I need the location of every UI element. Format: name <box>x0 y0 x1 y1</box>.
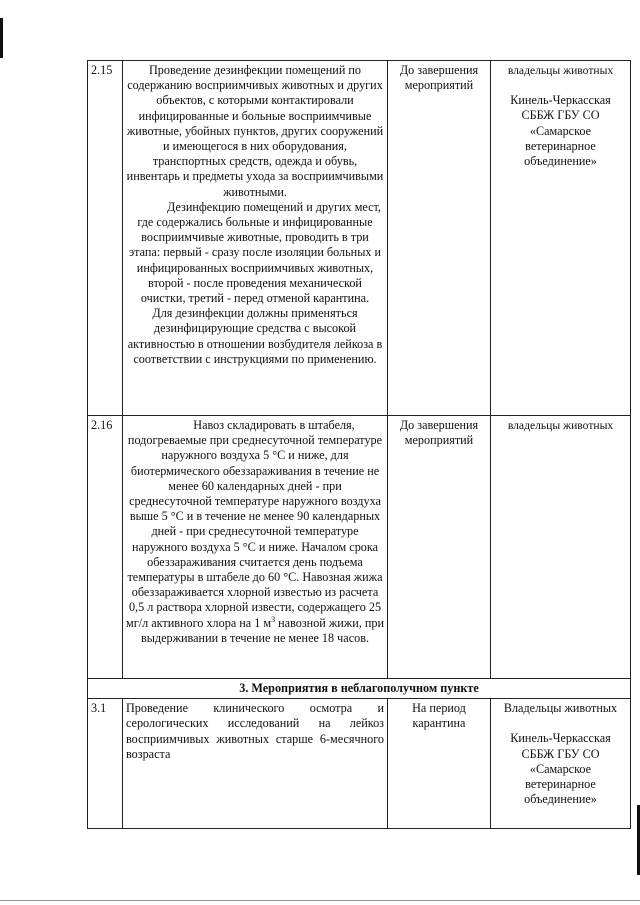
table-row <box>88 61 631 416</box>
activity-paragraph <box>126 418 384 646</box>
activity-cell <box>123 416 388 679</box>
term-cell: До завершения мероприятий <box>388 416 491 679</box>
row-number: 2.15 <box>88 61 123 416</box>
responsible-owners: Владельцы животных <box>503 701 618 716</box>
activity-cell <box>123 61 388 416</box>
responsible-cell <box>491 416 631 679</box>
section-row <box>88 679 631 699</box>
spacer <box>494 716 627 731</box>
activity-cell: Проведение клинического осмотра и серологических исследований на лейкоз восприимчивых животных старше 6-месячного возраста <box>123 699 388 829</box>
activity-text: Навоз складировать в штабеля, подогреваемые при среднесуточной температуре наружного воздуха 5 °С и ниже, для биотермического обеззараживания в течение не менее 60 календарных дней - при среднесуточной температуре наружного воздуха выше 5 °С и в течение не менее 90 календарных дней - при среднесуточной температуре наружного воздуха 5 °С и ниже. Началом срока обеззараживания считается день подъема температуры в штабеле до 60 °С. Навозная жижа обеззараживается хлорной известью из расчета 0,5 л раствора хлорной извести, содержащего 25 мг/л активного хлора на 1 м <box>126 418 383 630</box>
scan-mark-left <box>0 18 3 58</box>
row-number: 3.1 <box>88 699 123 829</box>
activity-paragraph: Для дезинфекции должны применяться дезинфицирующие средства с высокой активностью в отношении возбудителя лейкоза в соответствии с инструкциями по применению. <box>127 306 383 366</box>
activity-paragraph: Проведение дезинфекции помещений по содержанию восприимчивых животных и других объектов, с которыми контактировали инфицированные и больные восприимчивые животные, убойных пунктов, других сооружений и имеющегося в них оборудования, транспортных средств, одежда и обувь, инвентарь и предметы ухода за восприимчивыми животными. <box>126 63 384 199</box>
responsible-owners: владельцы животных <box>507 419 614 432</box>
responsible-station: Кинель-Черкасская СББЖ ГБУ СО «Самарское ветеринарное объединение» <box>510 731 611 807</box>
activity-text-end: навозной жижи, при выдерживании в течение не менее 18 часов. <box>140 615 384 645</box>
responsible-cell <box>491 61 631 416</box>
term-cell: На период карантина <box>388 699 491 829</box>
table-row <box>88 416 631 679</box>
spacer <box>494 78 627 93</box>
page-bottom-line <box>0 900 640 901</box>
section-title: 3. Мероприятия в неблагополучном пункте <box>88 679 631 699</box>
term-cell: До завершения мероприятий <box>388 61 491 416</box>
table-row <box>88 699 631 829</box>
responsible-station: Кинель-Черкасская СББЖ ГБУ СО «Самарское ветеринарное объединение» <box>510 93 611 169</box>
responsible-owners: владельцы животных <box>507 64 614 77</box>
responsible-cell <box>491 699 631 829</box>
activity-paragraph: Дезинфекцию помещений и других мест, где содержались больные и инфицированные восприимчивые животные, проводить в три этапа: первый - сразу после изоляции больных и инфицированных восприимчивых животных, второй - после проведения механической очистки, третий - перед отменой карантина. <box>128 199 382 306</box>
row-number: 2.16 <box>88 416 123 679</box>
measures-table <box>87 60 631 829</box>
cubic-superscript: 3 <box>271 614 276 624</box>
